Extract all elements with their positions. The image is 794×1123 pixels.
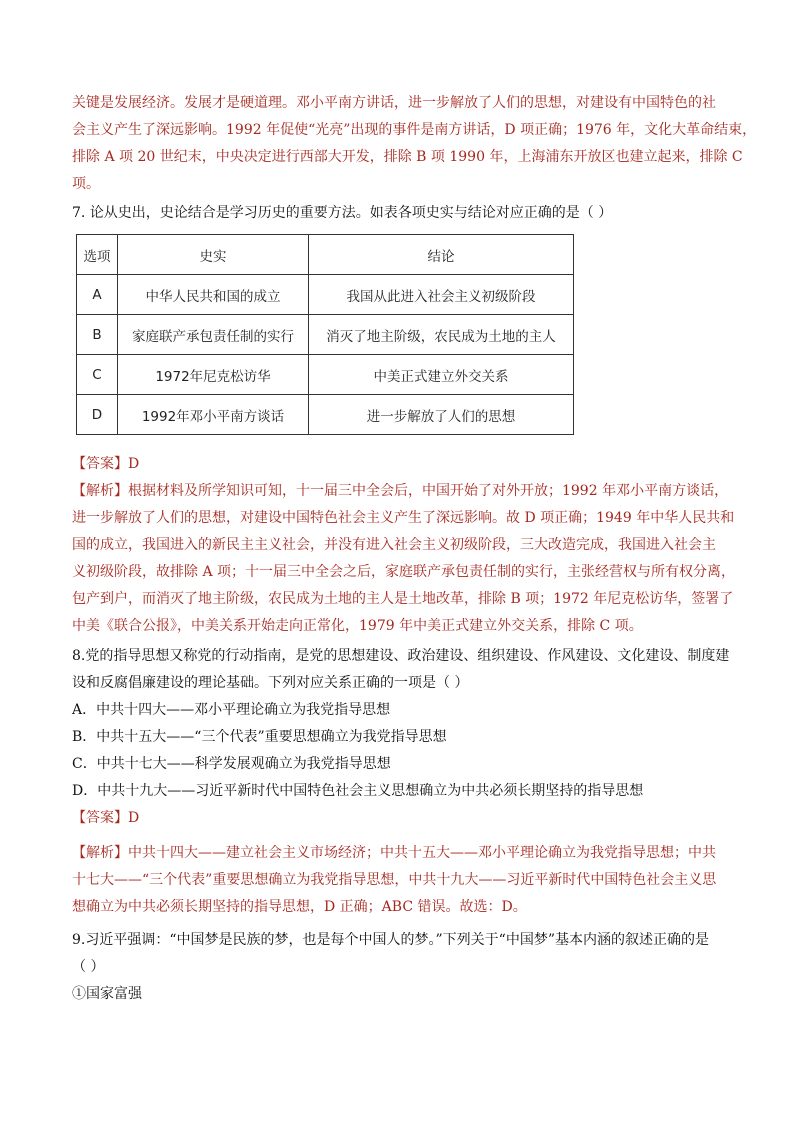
table-cell: B — [77, 315, 118, 355]
question-9-stem: （ ） — [72, 959, 105, 975]
text-line: 包产到户，而消灭了地主阶级，农民成为土地的主人是土地改革，排除 B 项；1972 年尼克松访华，签署了 — [72, 591, 734, 607]
table-header-row — [77, 235, 574, 275]
text-line: 【解析】中共十四大——建立社会主义市场经济；中共十五大——邓小平理论确立为我党指导思想；中共 — [72, 845, 716, 861]
table-header-cell: 结论 — [309, 235, 574, 275]
table-cell: 进一步解放了人们的思想 — [309, 395, 574, 435]
option-b: B．中共十五大——“三个代表”重要思想确立为我党指导思想 — [72, 729, 447, 745]
table-row — [77, 275, 574, 315]
text-line: 想确立为中共必须长期坚持的指导思想，D 正确；ABC 错误。故选：D。 — [72, 899, 527, 915]
text-line: 中美《联合公报》，中美关系开始走向正常化，1979 年中美正式建立外交关系，排除 C 项。 — [72, 618, 643, 634]
option-1: ①国家富强 — [72, 986, 142, 1002]
table-cell: 我国从此进入社会主义初级阶段 — [309, 275, 574, 315]
answer-label: 【答案】D — [72, 456, 140, 472]
answer-label: 【答案】D — [72, 810, 140, 826]
table-cell: 消灭了地主阶级，农民成为土地的主人 — [309, 315, 574, 355]
option-d: D．中共十九大——习近平新时代中国特色社会主义思想确立为中共必须长期坚持的指导思想 — [72, 783, 644, 799]
question-7 — [72, 200, 724, 227]
table-row — [77, 315, 574, 355]
table-cell: D — [77, 395, 118, 435]
answer-analysis-7 — [72, 451, 736, 640]
question-7-stem: 7. 论从史出，史论结合是学习历史的重要方法。如表各项史实与结论对应正确的是（ ） — [72, 205, 613, 221]
question-9-stem: 9.习近平强调：“中国梦是民族的梦，也是每个中国人的梦。”下列关于“中国梦”基本内涵的叙述正确的是 — [72, 932, 709, 948]
text-line: 项。 — [72, 176, 100, 192]
text-line: 国的成立，我国进入的新民主主义社会，并没有进入社会主义初级阶段，三大改造完成，我国进入社会主 — [72, 537, 716, 553]
table-cell: A — [77, 275, 118, 315]
table-row — [77, 395, 574, 435]
table-row — [77, 355, 574, 395]
table-cell: 家庭联产承包责任制的实行 — [118, 315, 309, 355]
answer-8 — [72, 805, 724, 832]
text-line: 【解析】根据材料及所学知识可知，十一届三中全会后，中国开始了对外开放；1992 年邓小平南方谈话， — [72, 483, 729, 499]
question-8-stem: 设和反腐倡廉建设的理论基础。下列对应关系正确的一项是（ ） — [72, 675, 469, 691]
question-8-stem: 8.党的指导思想又称党的行动指南，是党的思想建设、政治建设、组织建设、作风建设、文化建设、制度建 — [72, 648, 730, 664]
option-c: C．中共十七大——科学发展观确立为我党指导思想 — [72, 756, 391, 772]
text-line: 关键是发展经济。发展才是硬道理。邓小平南方讲话，进一步解放了人们的思想，对建设有中国特色的社 — [72, 95, 716, 111]
question-8 — [72, 643, 730, 805]
table-header-cell: 选项 — [77, 235, 118, 275]
text-line: 排除 A 项 20 世纪末，中央决定进行西部大开发，排除 B 项 1990 年，上海浦东开放区也建立起来，排除 C — [72, 149, 743, 165]
analysis-q6-continued — [72, 90, 757, 198]
option-a: A．中共十四大——邓小平理论确立为我党指导思想 — [72, 702, 391, 718]
question-9 — [72, 927, 724, 1008]
table-cell: C — [77, 355, 118, 395]
text-line: 十七大——“三个代表”重要思想确立为我党指导思想，中共十九大——习近平新时代中国特色社会主义思 — [72, 872, 717, 888]
table-header-cell: 史实 — [118, 235, 309, 275]
text-line: 进一步解放了人们的思想，对建设中国特色社会主义产生了深远影响。故 D 项正确；1949 年中华人民共和 — [72, 510, 735, 526]
text-line: 会主义产生了深远影响。1992 年促使“光亮”出现的事件是南方讲话，D 项正确；1976 年，文化大革命结束， — [72, 122, 757, 138]
table-cell: 1992年邓小平南方谈话 — [118, 395, 309, 435]
table-cell: 中美正式建立外交关系 — [309, 355, 574, 395]
analysis-8 — [72, 840, 724, 921]
question-7-table — [76, 234, 574, 435]
table-cell: 1972年尼克松访华 — [118, 355, 309, 395]
text-line: 义初级阶段，故排除 A 项；十一届三中全会之后，家庭联产承包责任制的实行，主张经营权与所有权分离， — [72, 564, 736, 580]
table-cell: 中华人民共和国的成立 — [118, 275, 309, 315]
